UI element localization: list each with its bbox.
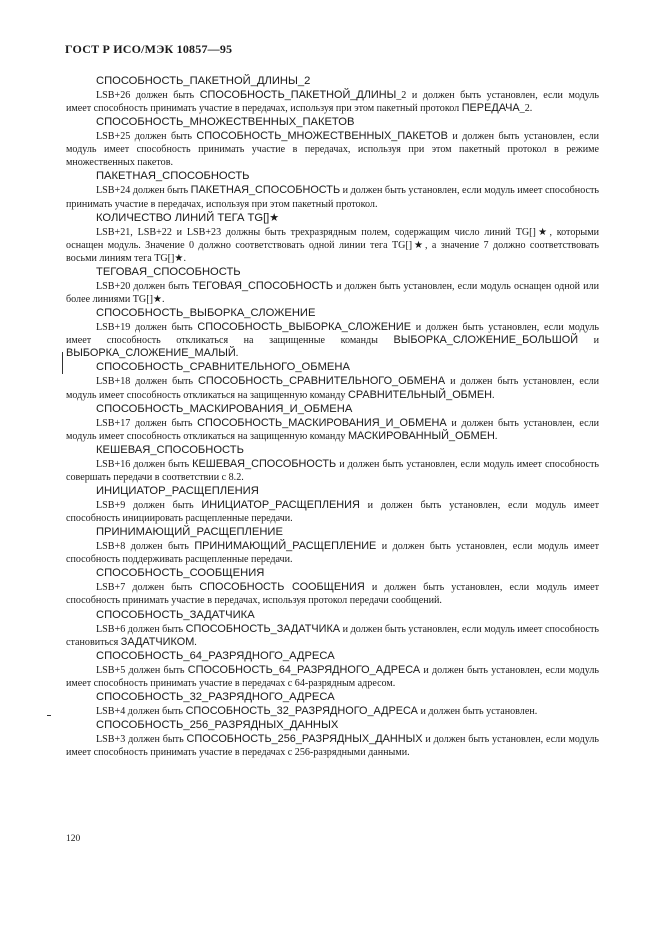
text-run: LSB+6 должен быть xyxy=(96,623,186,635)
text-run: и должен быть установлен, если модуль имеет способность становиться xyxy=(66,623,600,648)
definition-term: СПОСОБНОСТЬ_64_РАЗРЯДНОГО_АДРЕСА xyxy=(96,649,335,662)
text-run: LSB+20 должен быть xyxy=(96,280,193,292)
text-run: . xyxy=(194,636,197,648)
definition-entry xyxy=(66,74,599,115)
definition-entry xyxy=(66,525,599,566)
text-run: LSB+26 должен быть xyxy=(96,90,200,101)
definition-entry xyxy=(66,649,599,690)
margin-dash-mark xyxy=(47,715,51,716)
text-run: LSB+7 должен быть xyxy=(96,582,200,594)
definition-entry xyxy=(66,306,599,360)
signal-name: СПОСОБНОСТЬ_256_РАЗРЯДНЫХ_ДАННЫХ xyxy=(186,733,423,745)
signal-name: ПЕРЕДАЧА xyxy=(461,102,520,115)
page-content xyxy=(66,74,599,759)
definition-entry xyxy=(66,566,599,607)
text-run: LSB+17 должен быть xyxy=(96,417,198,429)
text-run: LSB+19 должен быть xyxy=(96,322,198,334)
definition-term: ПАКЕТНАЯ_СПОСОБНОСТЬ xyxy=(96,170,250,183)
definition-term: СПОСОБНОСТЬ_СООБЩЕНИЯ xyxy=(96,567,265,580)
definition-term: КОЛИЧЕСТВО ЛИНИЙ ТЕГА TG[]★ xyxy=(96,211,280,224)
text-run: . xyxy=(494,430,498,442)
definition-text xyxy=(66,417,599,443)
text-run: LSB+9 должен быть xyxy=(96,499,202,511)
text-run: . xyxy=(235,348,239,360)
definition-entry xyxy=(66,360,599,401)
definition-term: СПОСОБНОСТЬ_ПАКЕТНОЙ_ДЛИНЫ_2 xyxy=(96,75,311,87)
definition-text xyxy=(66,280,599,306)
definition-entry xyxy=(66,608,599,649)
page-number: 120 xyxy=(66,834,81,844)
definition-entry xyxy=(66,115,599,169)
text-run: LSB+16 должен быть xyxy=(96,458,193,470)
text-run: LSB+25 должен быть xyxy=(96,131,197,143)
text-run: и должен быть установлен, если модуль имеет способность совершать передачи в соответствии с 8.2. xyxy=(66,458,600,483)
text-run: _2 и должен быть установлен, если модуль имеет способность принимать участие в передачах, используя при этом пакетный протокол xyxy=(66,90,599,115)
definition-text xyxy=(66,499,599,525)
text-run: и должен быть установлен, если модуль имеет способность поддерживать расщепленные передачи. xyxy=(66,541,599,566)
text-run: и должен быть установлен, если модуль оснащен одной или более линиями TG[]★. xyxy=(66,280,599,306)
definition-term: ТЕГОВАЯ_СПОСОБНОСТЬ xyxy=(96,265,241,278)
signal-name: СПОСОБНОСТЬ СООБЩЕНИЯ xyxy=(199,581,365,594)
signal-name: СРАВНИТЕЛЬНЫЙ_ОБМЕН xyxy=(347,388,493,401)
text-run: и должен быть установлен, если модуль имеет способность откликаться на защищенные команды xyxy=(66,322,600,347)
text-run: и должен быть установлен, если модуль имеет способность принимать участие в передачах, используя при этом пакетный протокол. xyxy=(66,185,599,210)
definition-text xyxy=(66,458,599,484)
definition-text xyxy=(66,130,599,169)
definition-text xyxy=(66,581,599,607)
page-header: ГОСТ Р ИСО/МЭК 10857—95 xyxy=(65,42,233,56)
definition-term: СПОСОБНОСТЬ_МАСКИРОВАНИЯ_И_ОБМЕНА xyxy=(96,402,353,415)
text-run: . xyxy=(492,389,495,401)
signal-name: СПОСОБНОСТЬ_ВЫБОРКА_СЛОЖЕНИЕ xyxy=(197,321,411,334)
signal-name: СПОСОБНОСТЬ_64_РАЗРЯДНОГО_АДРЕСА xyxy=(187,663,421,676)
signal-name: МАСКИРОВАННЫЙ_ОБМЕН xyxy=(347,429,495,442)
definition-entry xyxy=(66,211,599,265)
signal-name: ВЫБОРКА_СЛОЖЕНИЕ_БОЛЬШОЙ xyxy=(393,334,579,347)
text-run: и должен быть установлен, если модуль имеет способность принимать участие в передачах, используя протокол передачи сообщений. xyxy=(66,582,599,607)
definition-text xyxy=(66,321,599,360)
signal-name: КЕШЕВАЯ_СПОСОБНОСТЬ xyxy=(192,457,337,470)
definition-text xyxy=(66,664,599,690)
text-run: и должен быть установлен, если модуль имеет способность откликаться на защищенную команду xyxy=(66,417,600,442)
signal-name: СПОСОБНОСТЬ_ПАКЕТНОЙ_ДЛИНЫ xyxy=(199,89,397,101)
text-run: и xyxy=(578,335,599,347)
text-run: и должен быть установлен, если модуль имеет способность принимать участие в передачах с 256-разрядными данными. xyxy=(66,734,599,759)
definition-term: ИНИЦИАТОР_РАСЩЕПЛЕНИЯ xyxy=(96,484,259,497)
signal-name: СПОСОБНОСТЬ_СРАВНИТЕЛЬНОГО_ОБМЕНА xyxy=(198,375,446,388)
signal-name: ЗАДАТЧИКОМ xyxy=(120,635,195,648)
signal-name: СПОСОБНОСТЬ_32_РАЗРЯДНОГО_АДРЕСА xyxy=(185,704,418,717)
definition-text xyxy=(66,540,599,566)
definition-term: СПОСОБНОСТЬ_МНОЖЕСТВЕННЫХ_ПАКЕТОВ xyxy=(96,116,355,129)
definition-entry xyxy=(66,718,599,759)
definition-text xyxy=(66,733,599,759)
definition-term: СПОСОБНОСТЬ_256_РАЗРЯДНЫХ_ДАННЫХ xyxy=(96,719,339,731)
definition-text xyxy=(66,184,599,210)
text-run: LSB+4 должен быть xyxy=(96,705,186,717)
definition-term: СПОСОБНОСТЬ_СРАВНИТЕЛЬНОГО_ОБМЕНА xyxy=(96,361,350,374)
definition-entry xyxy=(66,484,599,525)
definition-term: СПОСОБНОСТЬ_ЗАДАТЧИКА xyxy=(96,608,255,621)
text-run: и должен быть установлен, если модуль имеет способность инициировать расщепленные передачи. xyxy=(66,499,599,525)
signal-name: ТЕГОВАЯ_СПОСОБНОСТЬ xyxy=(192,279,334,292)
definition-text xyxy=(66,623,599,649)
text-run: _2. xyxy=(519,103,533,115)
signal-name: ВЫБОРКА_СЛОЖЕНИЕ_МАЛЫЙ xyxy=(66,347,236,360)
signal-name: СПОСОБНОСТЬ_МАСКИРОВАНИЯ_И_ОБМЕНА xyxy=(197,416,447,429)
margin-bar-mark xyxy=(62,352,63,374)
definition-entry xyxy=(66,402,599,443)
definition-text xyxy=(66,375,599,401)
text-run: и должен быть установлен, если модуль имеет способность откликаться на защищенную команду xyxy=(66,376,599,401)
text-run: LSB+8 должен быть xyxy=(96,541,195,553)
text-run: LSB+21, LSB+22 и LSB+23 должны быть трехразрядным полем, содержащим число линий TG[]★, которыми оснащен модуль. Значение 0 должно соответствовать одной линии тега TG[]★, а значение 7 должно соответствовать восьми линиям тега TG[]★. xyxy=(66,226,599,264)
definition-term: СПОСОБНОСТЬ_ВЫБОРКА_СЛОЖЕНИЕ xyxy=(96,307,316,320)
text-run: и должен быть установлен, если модуль имеет способность принимать участие в передачах, используя при этом пакетный протокол в режиме множественных пакетов. xyxy=(66,131,599,169)
signal-name: ПАКЕТНАЯ_СПОСОБНОСТЬ xyxy=(190,184,341,197)
definition-entry xyxy=(66,443,599,484)
definition-text xyxy=(66,705,599,718)
definition-entry xyxy=(66,690,599,718)
signal-name: ПРИНИМАЮЩИЙ_РАСЩЕПЛЕНИЕ xyxy=(194,540,377,553)
definition-term: ПРИНИМАЮЩИЙ_РАСЩЕПЛЕНИЕ xyxy=(96,526,283,539)
definition-entry xyxy=(66,265,599,306)
text-run: и должен быть установлен, если модуль имеет способность принимать участие в передачах с 64-разрядным адресом. xyxy=(66,664,600,689)
definition-text xyxy=(66,226,599,265)
text-run: LSB+18 должен быть xyxy=(96,376,199,388)
signal-name: ИНИЦИАТОР_РАСЩЕПЛЕНИЯ xyxy=(201,498,360,511)
text-run: LSB+3 должен быть xyxy=(96,734,187,745)
definition-term: КЕШЕВАЯ_СПОСОБНОСТЬ xyxy=(96,443,244,456)
text-run: LSB+5 должен быть xyxy=(96,664,188,676)
signal-name: СПОСОБНОСТЬ_МНОЖЕСТВЕННЫХ_ПАКЕТОВ xyxy=(196,130,448,143)
text-run: и должен быть установлен. xyxy=(417,705,538,717)
signal-name: СПОСОБНОСТЬ_ЗАДАТЧИКА xyxy=(185,622,341,635)
text-run: LSB+24 должен быть xyxy=(96,185,191,197)
definition-text xyxy=(66,89,599,115)
definition-entry xyxy=(66,169,599,210)
definition-term: СПОСОБНОСТЬ_32_РАЗРЯДНОГО_АДРЕСА xyxy=(96,690,335,703)
